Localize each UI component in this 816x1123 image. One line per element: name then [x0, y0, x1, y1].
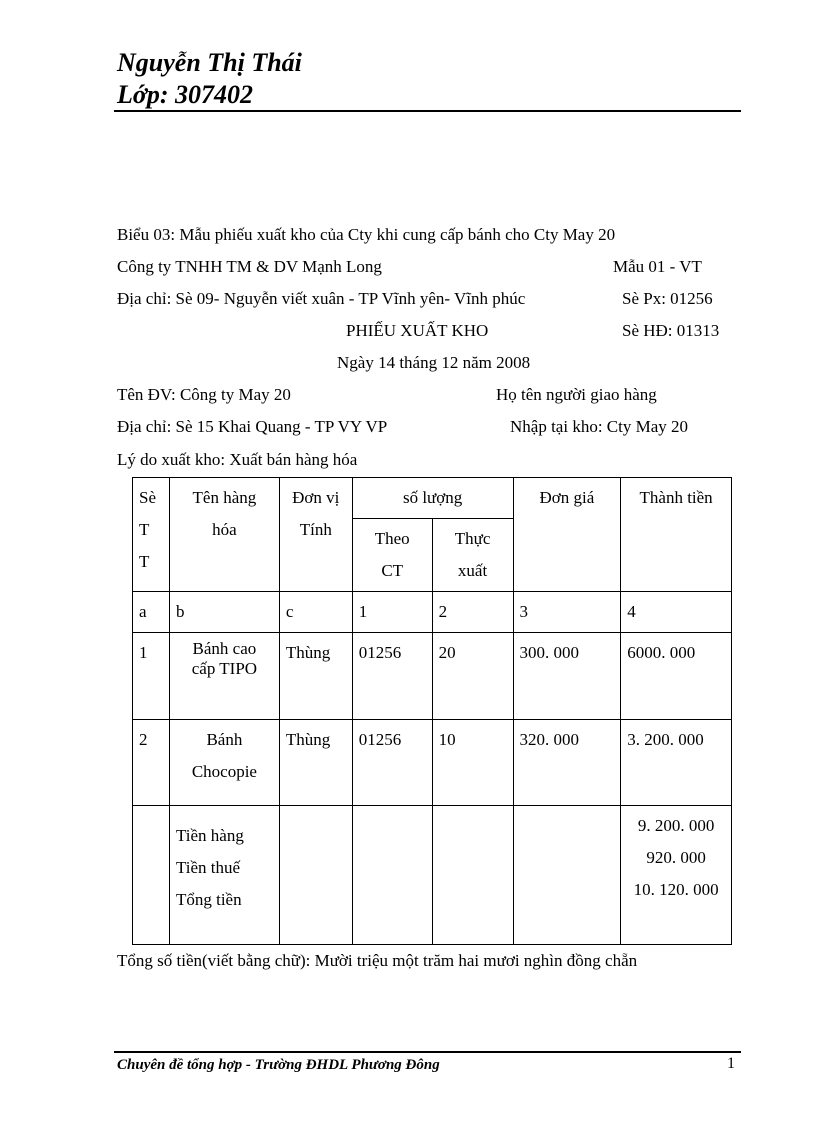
table-row	[133, 720, 732, 806]
row-stt: 2	[133, 720, 170, 806]
deliverer-label: Họ tên người giao hàng	[496, 385, 657, 404]
row-stt: 1	[133, 633, 170, 720]
table-row	[133, 633, 732, 720]
class-line: Lớp: 307402	[117, 80, 253, 109]
header-item-name: Tên hàng hóa	[169, 478, 279, 592]
header-unit: Đơn vị Tính	[279, 478, 352, 592]
row-item-name: Bánh Chocopie	[169, 720, 279, 806]
unit-name: Tên ĐV: Công ty May 20	[117, 385, 291, 404]
doc-date: Ngày 14 tháng 12 năm 2008	[337, 353, 531, 372]
hd-number: Sè HĐ: 01313	[622, 321, 720, 340]
summary-empty	[432, 806, 513, 945]
code-cell: c	[279, 592, 352, 633]
header-amount: Thành tiền	[621, 478, 732, 592]
row-item-name: Bánh cao cấp TIPO	[169, 633, 279, 720]
author-name: Nguyễn Thị Thái	[117, 48, 302, 77]
header-quantity: số lượng	[352, 478, 513, 519]
page-number: 1	[727, 1055, 735, 1072]
code-cell: a	[133, 592, 170, 633]
header-stt: Sè T T	[133, 478, 170, 592]
summary-values: 9. 200. 000 920. 000 10. 120. 000	[621, 806, 732, 945]
footer-text: Chuyên đề tổng hợp - Trường ĐHDL Phương Đông	[117, 1057, 440, 1073]
company-address: Địa chỉ: Sè 09- Nguyễn viết xuân - TP Vĩnh yên- Vĩnh phúc	[117, 289, 526, 308]
row-amount: 6000. 000	[621, 633, 732, 720]
px-number: Sè Px: 01256	[622, 289, 713, 308]
doc-title: PHIẾU XUẤT KHO	[346, 321, 489, 340]
table-header-row	[133, 478, 732, 519]
company-name: Công ty TNHH TM & DV Mạnh Long	[117, 257, 382, 276]
header-qty-ct: Theo CT	[352, 519, 432, 592]
row-qty-ct: 01256	[352, 633, 432, 720]
row-unit: Thùng	[279, 633, 352, 720]
code-cell: 4	[621, 592, 732, 633]
summary-empty	[133, 806, 170, 945]
footer-divider	[114, 1051, 741, 1053]
doc-caption: Biểu 03: Mẫu phiếu xuất kho của Cty khi cung cấp bánh cho Cty May 20	[117, 225, 616, 244]
row-price: 300. 000	[513, 633, 621, 720]
code-cell: 1	[352, 592, 432, 633]
code-cell: 2	[432, 592, 513, 633]
header-qty-actual: Thực xuất	[432, 519, 513, 592]
header-divider	[114, 110, 741, 112]
row-qty-actual: 10	[432, 720, 513, 806]
table-summary-row	[133, 806, 732, 945]
row-qty-ct: 01256	[352, 720, 432, 806]
row-price: 320. 000	[513, 720, 621, 806]
row-qty-actual: 20	[432, 633, 513, 720]
summary-empty	[352, 806, 432, 945]
total-in-words: Tổng số tiền(viết bằng chữ): Mười triệu một trăm hai mươi nghìn đồng chẵn	[117, 951, 638, 970]
table-code-row	[133, 592, 732, 633]
form-code: Mẫu 01 - VT	[613, 257, 702, 276]
summary-empty	[513, 806, 621, 945]
invoice-table	[132, 477, 732, 945]
export-reason: Lý do xuất kho: Xuất bán hàng hóa	[117, 450, 358, 469]
unit-address: Địa chỉ: Sè 15 Khai Quang - TP VY VP	[117, 417, 388, 436]
import-location: Nhập tại kho: Cty May 20	[510, 417, 689, 436]
summary-empty	[279, 806, 352, 945]
code-cell: b	[169, 592, 279, 633]
header-price: Đơn giá	[513, 478, 621, 592]
row-amount: 3. 200. 000	[621, 720, 732, 806]
summary-labels: Tiền hàng Tiền thuế Tổng tiền	[169, 806, 279, 945]
code-cell: 3	[513, 592, 621, 633]
row-unit: Thùng	[279, 720, 352, 806]
